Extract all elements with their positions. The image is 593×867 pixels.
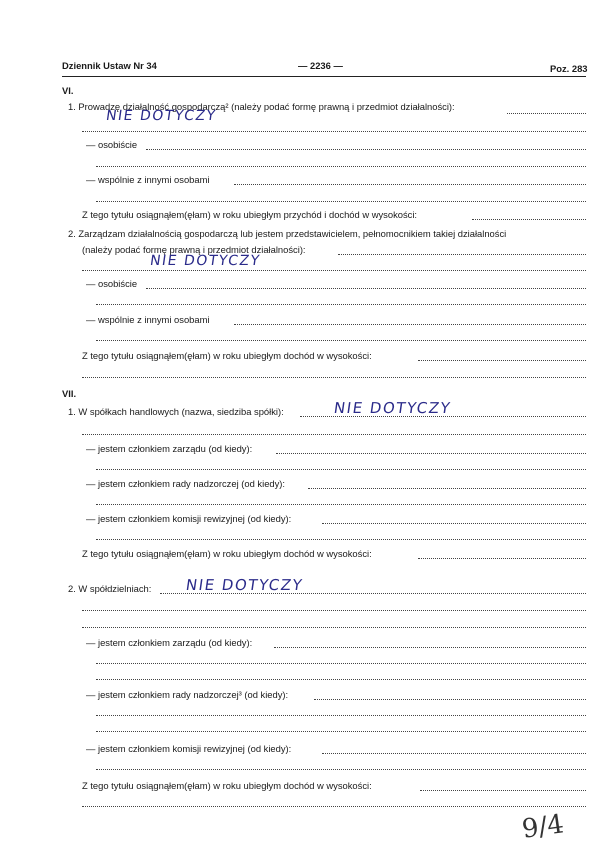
vi-q1-income-dots (472, 219, 586, 220)
vi-q2-personally: — osobiście (86, 278, 138, 289)
vii-q2-line1 (82, 610, 586, 611)
page-number: — 2236 — (298, 60, 343, 71)
position-number: Poz. 283 (550, 63, 588, 74)
vi-q2-jointly-dots (234, 324, 586, 325)
vi-q1-jointly: — wspólnie z innymi osobami (86, 174, 210, 185)
vii-q1-income-dots (418, 558, 586, 559)
vii-q1-line (82, 434, 586, 435)
vi-q1-income: Z tego tytułu osiągnąłem(ęłam) w roku ubiegłym przychód i dochód w wysokości: (82, 209, 418, 220)
vii-q2-board-dots (274, 647, 586, 648)
vii-q2-supervisory-line2 (96, 731, 586, 732)
vii-q2-income-line (82, 806, 586, 807)
vi-q1-dots (507, 113, 586, 114)
vii-q1-handwritten: NIE DOTYCZY (332, 399, 453, 417)
vii-q2-audit-line (96, 769, 586, 770)
vii-q1-supervisory-line (96, 504, 586, 505)
vi-q1-jointly-dots (234, 184, 586, 185)
vii-q1-label: 1. W spółkach handlowych (nazwa, siedziba spółki): (68, 406, 284, 417)
vii-q2-audit-dots (322, 753, 586, 754)
vii-q2-audit: — jestem członkiem komisji rewizyjnej (od kiedy): (86, 743, 292, 754)
handwritten-initials: 9/4 (520, 809, 566, 845)
vii-q2-board: — jestem członkiem zarządu (od kiedy): (86, 637, 253, 648)
vii-q2-supervisory-dots (314, 699, 586, 700)
vii-q1-board: — jestem członkiem zarządu (od kiedy): (86, 443, 253, 454)
vi-q1-personally-line (96, 166, 586, 167)
journal-title: Dziennik Ustaw Nr 34 (62, 60, 157, 71)
vii-q1-supervisory: — jestem członkiem rady nadzorczej (od kiedy): (86, 478, 286, 489)
vii-q1-income: Z tego tytułu osiągnąłem(ęłam) w roku ubiegłym dochód w wysokości: (82, 548, 372, 559)
vi-q2-line (82, 270, 586, 271)
vii-q2-line2 (82, 627, 586, 628)
vi-q1-label: 1. Prowadzę działalność gospodarczą² (należy podać formę prawną i przedmiot działalności): (68, 101, 455, 112)
vi-q1-handwritten: NIE DOTYCZY (104, 108, 218, 124)
vii-q2-income-dots (420, 790, 586, 791)
vi-q1-line (82, 131, 586, 132)
vii-q1-audit: — jestem członkiem komisji rewizyjnej (od kiedy): (86, 513, 292, 524)
vii-q2-income: Z tego tytułu osiągnąłem(ęłam) w roku ubiegłym dochód w wysokości: (82, 780, 372, 791)
vi-q2-personally-line (96, 304, 586, 305)
vii-q2-label: 2. W spółdzielniach: (68, 583, 152, 594)
vi-q1-personally: — osobiście (86, 139, 138, 150)
section-vii-heading: VII. (62, 388, 77, 399)
vii-q1-supervisory-dots (308, 488, 586, 489)
vi-q2-income-dots (418, 360, 586, 361)
vii-q1-audit-dots (322, 523, 586, 524)
vii-q1-board-dots (276, 453, 586, 454)
vi-q2-label-line1: 2. Zarządzam działalnością gospodarczą lub jestem przedstawicielem, pełnomocnikiem takiej działalności (68, 228, 507, 239)
vi-q2-jointly-line (96, 340, 586, 341)
vi-q2-jointly: — wspólnie z innymi osobami (86, 314, 210, 325)
vii-q2-supervisory: — jestem członkiem rady nadzorczej³ (od kiedy): (86, 689, 289, 700)
vi-q1-jointly-line (96, 201, 586, 202)
vii-q1-audit-line (96, 539, 586, 540)
vi-q2-dots (338, 254, 586, 255)
section-vi-heading: VI. (62, 85, 74, 96)
vi-q2-income: Z tego tytułu osiągnąłem(ęłam) w roku ubiegłym dochód w wysokości: (82, 350, 372, 361)
vi-q2-label-line2: (należy podać formę prawną i przedmiot działalności): (82, 244, 306, 255)
vii-q2-board-line2 (96, 679, 586, 680)
vii-q1-board-line (96, 469, 586, 470)
vi-q2-handwritten: NIE DOTYCZY (148, 253, 262, 269)
vi-q2-personally-dots (146, 288, 586, 289)
header-rule (62, 76, 586, 77)
vii-q2-board-line1 (96, 663, 586, 664)
vii-q2-supervisory-line1 (96, 715, 586, 716)
vi-q1-personally-dots (146, 149, 586, 150)
vii-q2-handwritten: NIE DOTYCZY (184, 576, 305, 594)
vi-q2-income-line (82, 377, 586, 378)
